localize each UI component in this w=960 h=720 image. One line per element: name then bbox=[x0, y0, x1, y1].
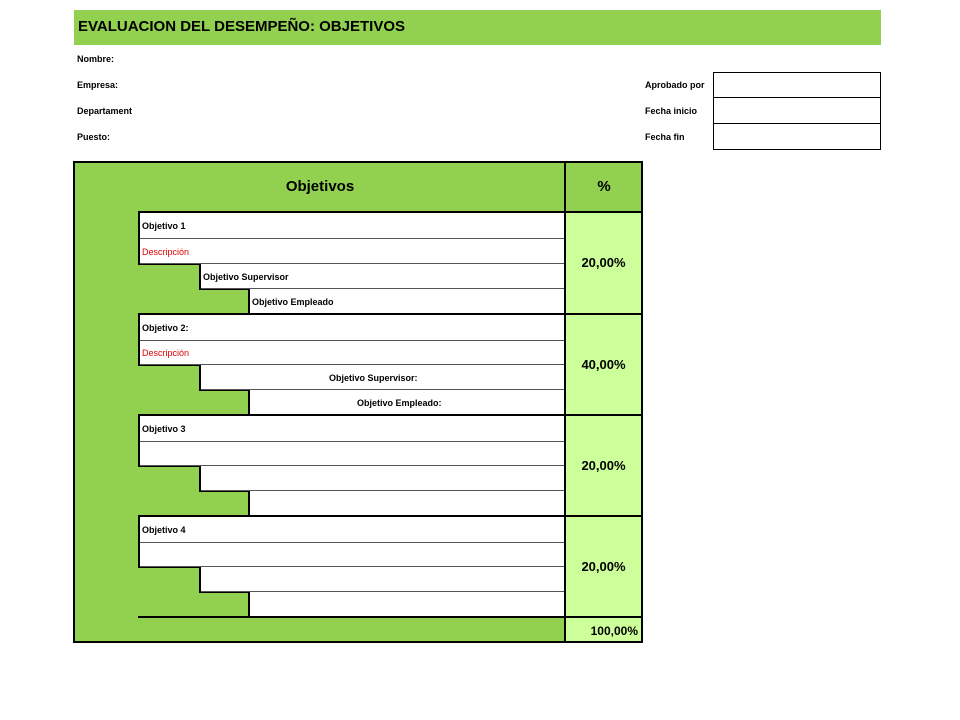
header-pct: % bbox=[597, 178, 611, 195]
header-objetivos: Objetivos bbox=[285, 178, 355, 195]
fecha-fin-field[interactable] bbox=[713, 123, 881, 150]
objective-1-block bbox=[138, 213, 564, 265]
fecha-inicio-label: Fecha inicio bbox=[645, 106, 698, 116]
objective-2-supervisor: Objetivo Supervisor: bbox=[329, 373, 418, 383]
objective-4-pct: 20,00% bbox=[581, 559, 626, 574]
fecha-fin-label: Fecha fin bbox=[645, 132, 685, 142]
objective-2-empleado: Objetivo Empleado: bbox=[357, 398, 442, 408]
objective-1-title: Objetivo 1 bbox=[142, 221, 186, 231]
objective-1-empleado: Objetivo Empleado bbox=[252, 297, 334, 307]
aprobado-label: Aprobado por bbox=[645, 80, 705, 90]
departamento-label: Departament bbox=[77, 106, 133, 116]
total-pct: 100,00% bbox=[590, 624, 638, 638]
objective-1-pct: 20,00% bbox=[581, 255, 626, 270]
objective-1-description: Descripción bbox=[142, 247, 190, 257]
fecha-inicio-field[interactable] bbox=[713, 97, 881, 124]
page-title: EVALUACION DEL DESEMPEÑO: OBJETIVOS bbox=[74, 10, 881, 45]
objective-3-pct: 20,00% bbox=[581, 458, 626, 473]
puesto-label: Puesto: bbox=[77, 132, 111, 142]
objective-4-title: Objetivo 4 bbox=[142, 525, 186, 535]
aprobado-field[interactable] bbox=[713, 72, 881, 98]
empresa-label: Empresa: bbox=[77, 80, 119, 90]
objective-3-title: Objetivo 3 bbox=[142, 424, 186, 434]
nombre-label: Nombre: bbox=[77, 54, 115, 64]
objective-2-title: Objetivo 2: bbox=[142, 323, 189, 333]
objective-2-pct: 40,00% bbox=[581, 357, 626, 372]
objective-1-supervisor: Objetivo Supervisor bbox=[203, 272, 289, 282]
objectives-table bbox=[73, 161, 643, 643]
objective-2-description: Descripción bbox=[142, 348, 190, 358]
